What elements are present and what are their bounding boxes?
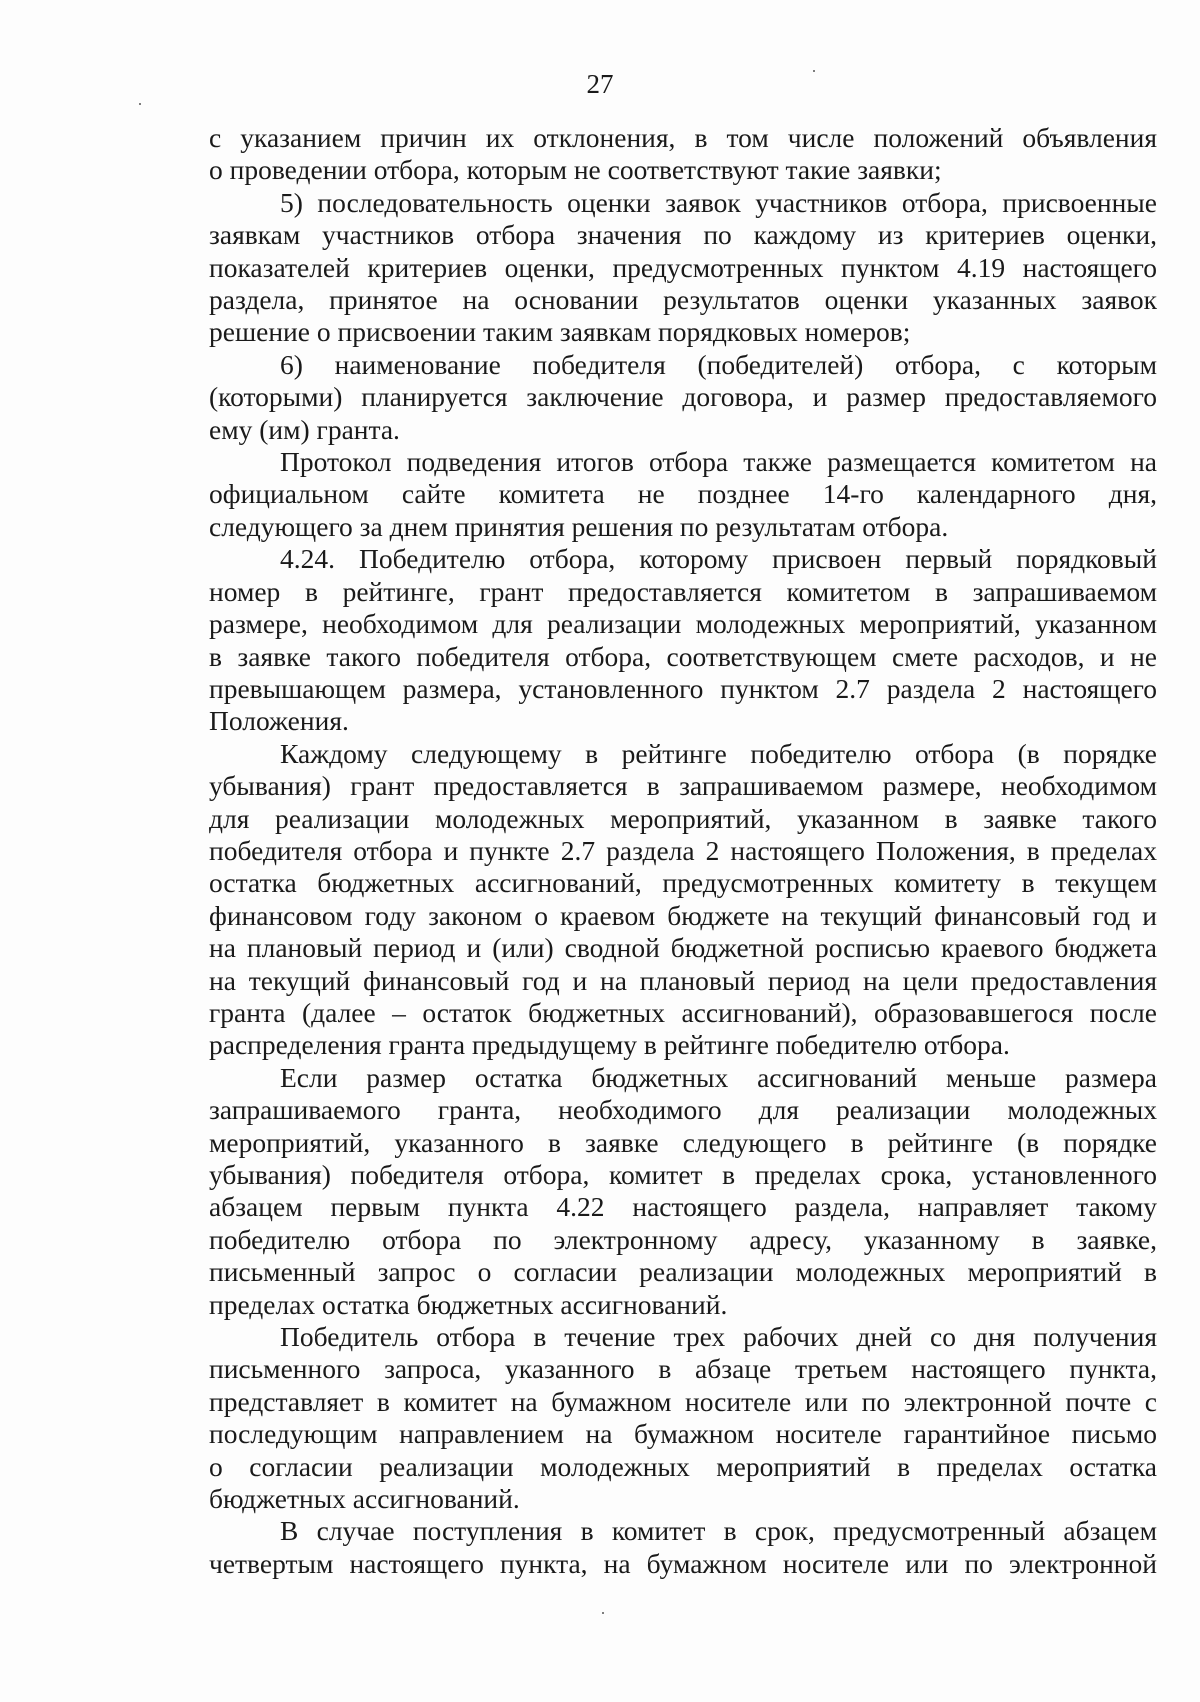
text-line: В случае поступления в комитет в срок, предусмотренный абзацем [280,1515,1157,1547]
text-line: убывания) грант предоставляется в запрашиваемом размере, необходимом [209,770,1157,802]
scan-speck [813,70,815,72]
text-line: распределения гранта предыдущему в рейтинге победителю отбора. [209,1029,1010,1061]
text-line: пределах остатка бюджетных ассигнований. [209,1288,728,1320]
paragraph [209,1321,1157,1515]
text-line: о согласии реализации молодежных мероприятий в пределах остатка [209,1450,1157,1482]
text-line: бюджетных ассигнований. [209,1483,520,1515]
text-line: номер в рейтинге, грант предоставляется комитетом в запрашиваемом [209,575,1157,607]
text-line: представляет в комитет на бумажном носителе или по электронной почте с [209,1385,1157,1417]
text-line: остатка бюджетных ассигнований, предусмотренных комитету в текущем [209,867,1157,899]
paragraph [209,349,1157,446]
paragraph [209,446,1157,543]
text-line: Каждому следующему в рейтинге победителю отбора (в порядке [280,737,1157,769]
text-line: для реализации молодежных мероприятий, указанном в заявке такого [209,802,1157,834]
document-body [209,122,1157,1580]
text-line: решение о присвоении таким заявкам порядковых номеров; [209,316,911,348]
text-line: превышающем размера, установленного пунктом 2.7 раздела 2 настоящего [209,672,1157,704]
text-line: последующим направлением на бумажном носителе гарантийное письмо [209,1418,1157,1450]
text-line: следующего за днем принятия решения по результатам отбора. [209,510,949,542]
page-number: 27 [586,69,614,99]
text-line: в заявке такого победителя отбора, соответствующем смете расходов, и не [209,640,1157,672]
text-line: раздела, принятое на основании результатов оценки указанных заявок [209,284,1157,316]
text-line: письменный запрос о согласии реализации молодежных мероприятий в [209,1256,1157,1288]
text-line: с указанием причин их отклонения, в том числе положений объявления [209,122,1157,153]
text-line: письменного запроса, указанного в абзаце третьем настоящего пункта, [209,1353,1157,1385]
text-line: Протокол подведения итогов отбора также размещается комитетом на [280,446,1157,478]
text-line: Положения. [209,705,349,737]
text-line: 5) последовательность оценки заявок участников отбора, присвоенные [280,186,1157,218]
text-line: убывания) победителя отбора, комитет в пределах срока, установленного [209,1159,1157,1190]
paragraph [209,122,1157,187]
scan-speck [139,103,141,105]
paragraph [209,1515,1157,1580]
text-line: 4.24. Победителю отбора, которому присвоен первый порядковый [280,543,1157,575]
text-line: четвертым настоящего пункта, на бумажном носителе или по электронной [209,1547,1157,1579]
text-line: заявкам участников отбора значения по каждому из критериев оценки, [209,219,1157,251]
text-line: победителя отбора и пункте 2.7 раздела 2 настоящего Положения, в пределах [209,834,1157,866]
text-line: запрашиваемого гранта, необходимого для реализации молодежных [209,1094,1157,1126]
text-line: ему (им) гранта. [209,413,400,445]
text-line: (которыми) планируется заключение договора, и размер предоставляемого [209,381,1157,413]
paragraph [209,187,1157,349]
text-line: Победитель отбора в течение трех рабочих дней со дня получения [280,1321,1157,1353]
paragraph [209,738,1157,1062]
scan-speck [602,1612,604,1614]
text-line: мероприятий, указанного в заявке следующего в рейтинге (в порядке [209,1126,1157,1158]
paragraph [209,543,1157,737]
text-line: Если размер остатка бюджетных ассигнований меньше размера [280,1061,1157,1093]
text-line: официальном сайте комитета не позднее 14-го календарного дня, [209,478,1157,510]
text-line: гранта (далее – остаток бюджетных ассигнований), образовавшегося после [209,996,1157,1028]
text-line: показателей критериев оценки, предусмотренных пунктом 4.19 настоящего [209,251,1157,283]
text-line: абзацем первым пункта 4.22 настоящего раздела, направляет такому [209,1191,1157,1223]
text-line: размере, необходимом для реализации молодежных мероприятий, указанном [209,608,1157,640]
text-line: на плановый период и (или) сводной бюджетной росписью краевого бюджета [209,932,1157,964]
paragraph [209,1062,1157,1321]
text-line: финансовом году законом о краевом бюджете на текущий финансовый год и [209,899,1157,931]
text-line: победителю отбора по электронному адресу, указанному в заявке, [209,1223,1157,1255]
text-line: на текущий финансовый год и на плановый период на цели предоставления [209,964,1157,996]
text-line: 6) наименование победителя (победителей) отбора, с которым [280,348,1157,380]
text-line: о проведении отбора, которым не соответствуют такие заявки; [209,154,942,186]
